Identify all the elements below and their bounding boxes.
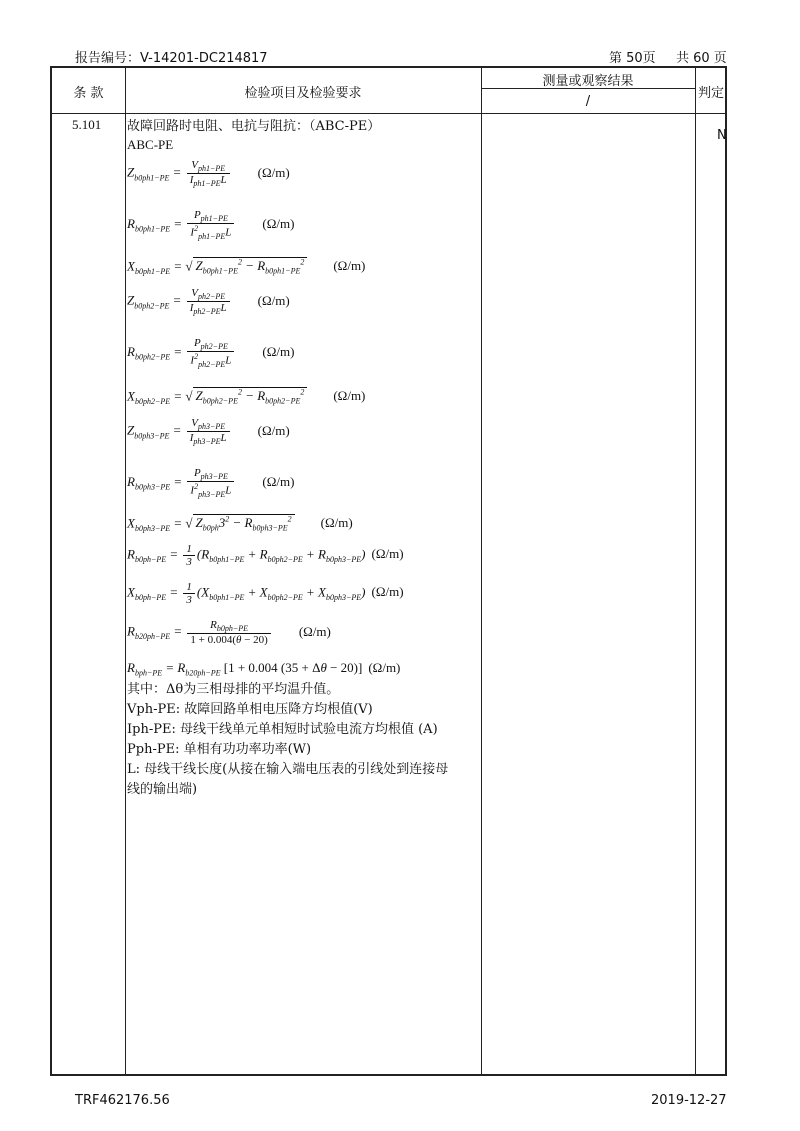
header-divider [52, 113, 725, 114]
unit-label: (Ω/m) [371, 584, 404, 600]
note-line: 线的输出端) [127, 782, 198, 797]
unit-label: (Ω/m) [262, 474, 295, 489]
unit-label: (Ω/m) [298, 623, 331, 639]
formula-r3: $R_{b0ph3-PE}$ = $\frac{P_{ph3-PE}}{I^2_{ph3-PE}L}$ (Ω/m) [127, 467, 295, 500]
formula-x2: $X_{b0ph2-PE}$ = √ $Z_{b0ph2-PE}^2 - R_{b0ph2-PE}^2$ (Ω/m) [127, 388, 366, 406]
unit-label: (Ω/m) [333, 388, 366, 404]
note-line: L: 母线干线长度(从接在输入端电压表的引线处到连接母 [127, 762, 449, 777]
formula-z1: $Z_{b0ph1-PE}$ = $\frac{V_{ph1-PE}}{I_{ph1-PE}L}$ (Ω/m) [127, 159, 290, 189]
formula-x1: $X_{b0ph1-PE}$ = √ $Z_{b0ph1-PE}^2 - R_{b0ph1-PE}^2$ (Ω/m) [127, 258, 366, 276]
formula-x-avg: $X_{b0ph-PE}$ = $\frac{1}{3}$ $(X_{b0ph1-PE} + X_{b0ph2-PE} + X_{b0ph3-PE})$ (Ω/m) [127, 581, 404, 606]
unit-label: (Ω/m) [371, 546, 404, 562]
unit-label: (Ω/m) [257, 422, 290, 438]
formula-z2: $Z_{b0ph2-PE}$ = $\frac{V_{ph2-PE}}{I_{ph2-PE}L}$ (Ω/m) [127, 287, 290, 317]
header-result-sub: / [585, 94, 591, 109]
formula-r2: $R_{b0ph2-PE}$ = $\frac{P_{ph2-PE}}{I^2_{ph2-PE}L}$ (Ω/m) [127, 337, 295, 370]
unit-label: (Ω/m) [368, 660, 401, 675]
page-number: 第 50页 [609, 51, 656, 66]
form-number: TRF462176.56 [75, 1093, 170, 1108]
formula-r-avg: $R_{b0ph-PE}$ = $\frac{1}{3}$ $(R_{b0ph1-PE} + R_{b0ph2-PE} + R_{b0ph3-PE})$ (Ω/m) [127, 543, 404, 568]
header-clause: 条 款 [73, 86, 104, 101]
formula-r20: $R_{b20ph-PE}$ = $\frac{R_{b0ph-PE}}{1 + 0.004(\theta - 20)}$ (Ω/m) [127, 619, 331, 647]
unit-label: (Ω/m) [262, 216, 295, 231]
page-total: 共 60 页 [676, 51, 727, 66]
col-divider [695, 68, 696, 1074]
formula-rbph: $R_{bph-PE} = R_{b20ph-PE}$ [1 + 0.004 (35 + Δθ − 20)] (Ω/m) [127, 660, 401, 678]
formula-z3: $Z_{b0ph3-PE}$ = $\frac{V_{ph3-PE}}{I_{ph3-PE}L}$ (Ω/m) [127, 417, 290, 447]
unit-label: (Ω/m) [320, 515, 353, 531]
item-title: 故障回路时电阻、电抗与阻抗：（ABC-PE） [127, 119, 381, 134]
verdict-value: N [717, 128, 727, 143]
formula-r1: $R_{b0ph1-PE}$ = $\frac{P_{ph1-PE}}{I^2_{ph1-PE}L}$ (Ω/m) [127, 209, 295, 242]
header-result: 测量或观察结果 [542, 74, 634, 89]
report-number: 报告编号：V-14201-DC214817 [75, 51, 268, 66]
header-item: 检验项目及检验要求 [244, 86, 362, 101]
note-line: Iph-PE: 母线干线单元单相短时试验电流方均根值 (A) [127, 722, 438, 737]
header-verdict: 判定 [697, 86, 724, 101]
col-divider [481, 68, 482, 1074]
formula-x3: $X_{b0ph3-PE}$ = √ $Z_{b0ph}3^2 - R_{b0ph3-PE}^2$ (Ω/m) [127, 515, 353, 533]
unit-label: (Ω/m) [333, 258, 366, 274]
col-divider [125, 68, 126, 1074]
unit-label: (Ω/m) [262, 344, 295, 359]
clause-number: 5.101 [72, 117, 102, 132]
note-line: Pph-PE: 单相有功功率功率(W) [127, 742, 312, 757]
item-subtitle: ABC-PE [127, 137, 174, 152]
note-line: Vph-PE: 故障回路单相电压降方均根值(V) [127, 702, 373, 717]
note-line: 其中：Δθ为三相母排的平均温升值。 [127, 682, 340, 697]
issue-date: 2019-12-27 [651, 1093, 727, 1108]
inspection-table [50, 66, 727, 1076]
unit-label: (Ω/m) [257, 164, 290, 180]
unit-label: (Ω/m) [257, 292, 290, 308]
